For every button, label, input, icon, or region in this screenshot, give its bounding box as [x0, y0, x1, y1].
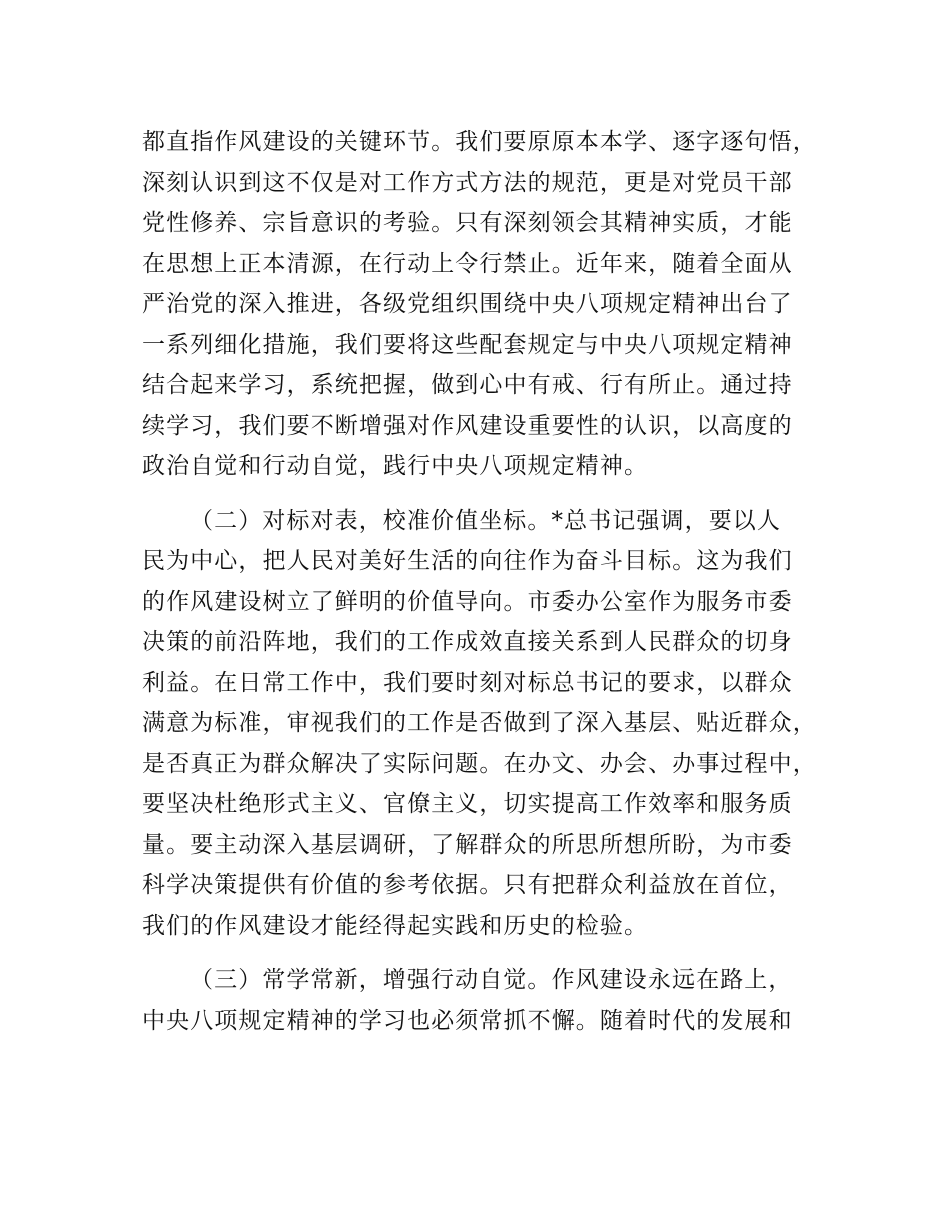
- text-line: 利益。在日常工作中，我们要时刻对标总书记的要求，以群众: [142, 669, 793, 696]
- text-line: 要坚决杜绝形式主义、官僚主义，切实提高工作效率和服务质: [142, 791, 793, 817]
- text-line: 量。要主动深入基层调研，了解群众的所思所想所盼，为市委: [142, 831, 793, 858]
- text-line: 民为中心，把人民对美好生活的向往作为奋斗目标。这为我们: [142, 548, 793, 574]
- text-line: 深刻认识到这不仅是对工作方式方法的规范，更是对党员干部: [142, 169, 793, 196]
- paragraph-2: [142, 501, 817, 947]
- section-heading-line: （三）常学常新，增强行动自觉。作风建设永远在路上，: [190, 967, 793, 993]
- text-line: 中央八项规定精神的学习也必须常抓不懈。随着时代的发展和: [142, 1007, 793, 1034]
- text-line: 结合起来学习，系统把握，做到心中有戒、行有所止。通过持: [142, 372, 793, 398]
- text-line: 一系列细化措施，我们要将这些配套规定与中央八项规定精神: [142, 331, 793, 358]
- paragraph-spacer: [142, 946, 808, 960]
- text-line: 在思想上正本清源，在行动上令行禁止。近年来，随着全面从: [142, 250, 793, 277]
- text-line: 都直指作风建设的关键环节。我们要原原本本学、逐字逐句悟，: [142, 129, 817, 155]
- text-line: 续学习，我们要不断增强对作风建设重要性的认识，以高度的: [142, 412, 793, 439]
- text-line: 是否真正为群众解决了实际问题。在办文、办会、办事过程中，: [142, 750, 817, 777]
- text-line: 决策的前沿阵地，我们的工作成效直接关系到人民群众的切身: [142, 629, 793, 655]
- text-line: 我们的作风建设才能经得起实践和历史的检验。: [142, 912, 649, 939]
- text-line: 科学决策提供有价值的参考依据。只有把群众利益放在首位，: [142, 872, 793, 898]
- paragraph-3: [142, 960, 808, 1041]
- section-heading-line: （二）对标对表，校准价值坐标。*总书记强调，要以人: [190, 507, 781, 534]
- paragraph-1: [142, 122, 817, 487]
- text-line: 严治党的深入推进，各级党组织围绕中央八项规定精神出台了: [142, 291, 793, 317]
- text-line: 党性修养、宗旨意识的考验。只有深刻领会其精神实质，才能: [142, 210, 793, 236]
- text-line: 政治自觉和行动自觉，践行中央八项规定精神。: [142, 453, 649, 479]
- document-body: [142, 122, 817, 1041]
- text-line: 满意为标准，审视我们的工作是否做到了深入基层、贴近群众，: [142, 710, 817, 736]
- paragraph-spacer: [142, 487, 808, 501]
- text-line: 的作风建设树立了鲜明的价值导向。市委办公室作为服务市委: [142, 588, 793, 615]
